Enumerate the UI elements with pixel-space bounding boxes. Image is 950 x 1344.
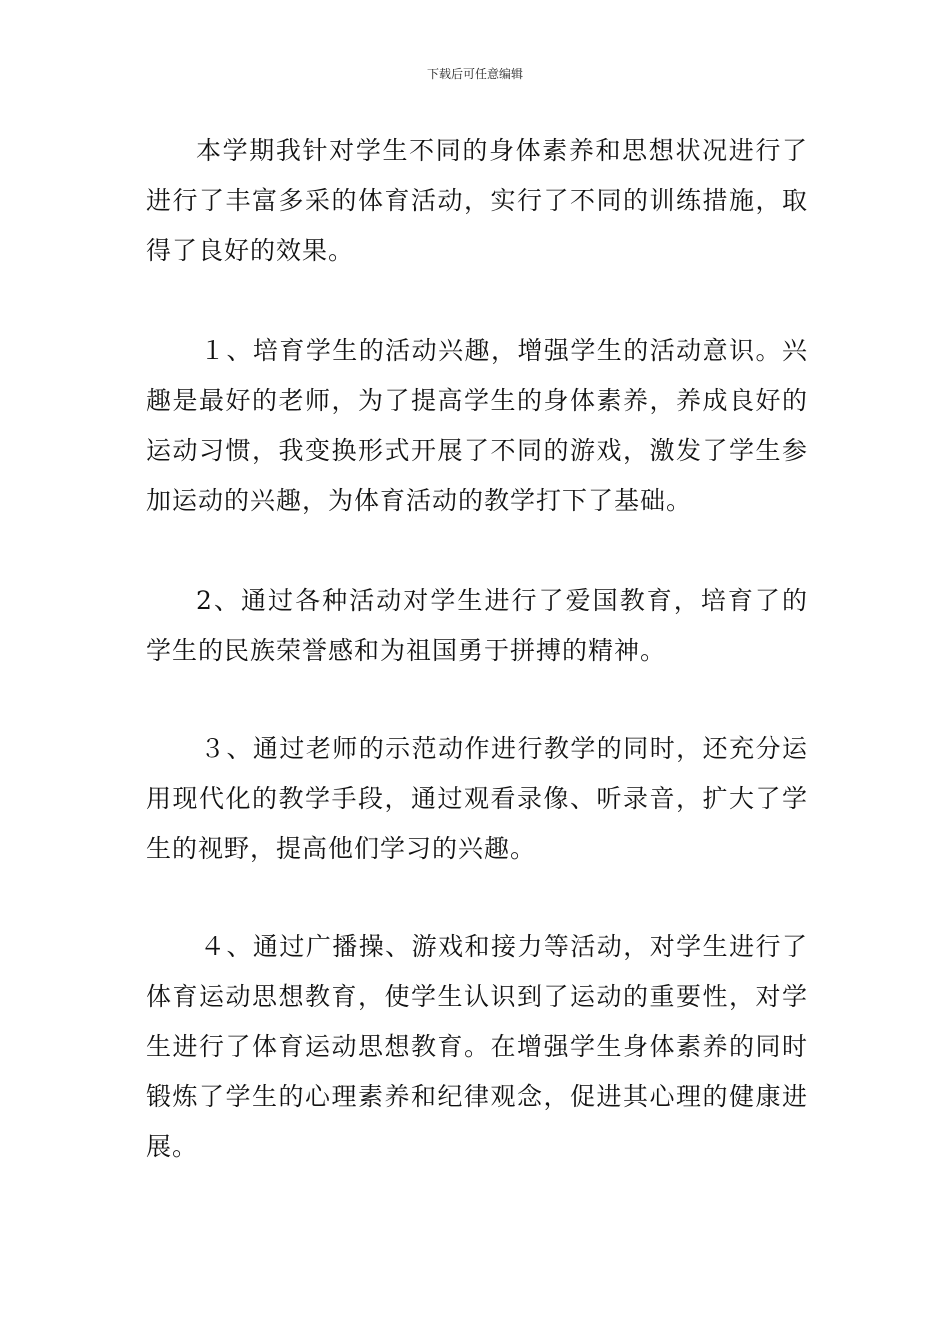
intro-paragraph: 本学期我针对学生不同的身体素养和思想状况进行了进行了丰富多采的体育活动，实行了不同的训练措施，取得了良好的效果。 [146,136,808,265]
point-1-paragraph: １、培育学生的活动兴趣，增强学生的活动意识。兴趣是最好的老师，为了提高学生的身体素养，养成良好的运动习惯，我变换形式开展了不同的游戏，激发了学生参加运动的兴趣，为体育活动的教学打下了基础。 [146,336,808,515]
point-4-paragraph: ４、通过广播操、游戏和接力等活动，对学生进行了体育运动思想教育，使学生认识到了运动的重要性，对学生进行了体育运动思想教育。在增强学生身体素养的同时锻炼了学生的心理素养和纪律观念，促进其心理的健康进展。 [146,932,808,1161]
point-2-paragraph: 2、通过各种活动对学生进行了爱国教育，培育了的学生的民族荣誉感和为祖国勇于拼搏的精神。 [146,586,808,665]
page-header-note: 下载后可任意编辑 [426,67,523,81]
point-3-paragraph: ３、通过老师的示范动作进行教学的同时，还充分运用现代化的教学手段，通过观看录像、听录音，扩大了学生的视野，提高他们学习的兴趣。 [146,734,808,863]
